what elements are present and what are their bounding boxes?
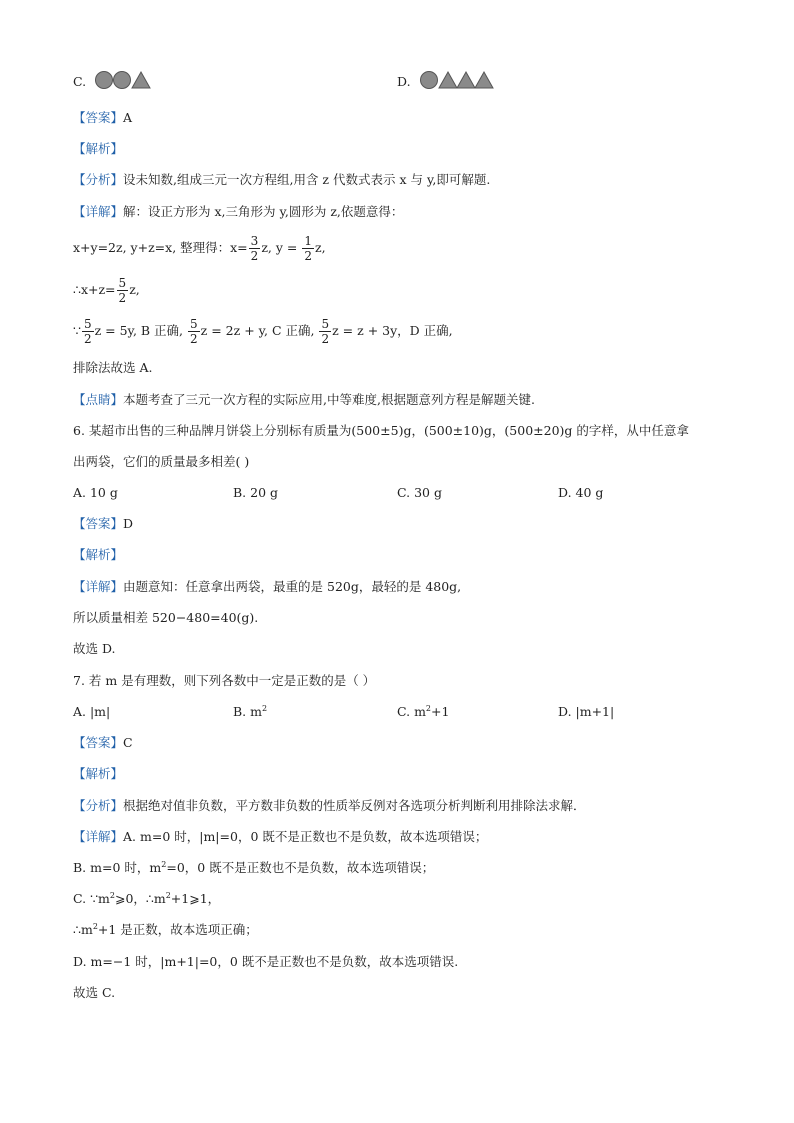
fraction: $\frac{5}{2}$ — [190, 317, 198, 346]
fraction: $\frac{1}{2}$ — [304, 234, 312, 263]
circle-icon — [96, 72, 113, 89]
fenxi-tag: 【分析】 — [73, 172, 124, 187]
option-d-shapes — [418, 69, 496, 91]
q7-conclusion: 故选 C. — [73, 985, 116, 1000]
q6-line-2: 所以质量相差 520−480=40(g). — [73, 610, 259, 625]
triangle-icon — [457, 72, 475, 88]
circle-icon — [114, 72, 131, 89]
q7-answer-line: 【答案】C — [73, 735, 133, 750]
q6-analysis-tag: 【解析】 — [73, 547, 124, 562]
option-c-label: C. — [73, 74, 87, 89]
dianjing-line — [73, 392, 535, 408]
analysis-tag: 【解析】 — [73, 141, 124, 156]
q6-stem-2: 出两袋，它们的质量最多相差( ) — [73, 454, 250, 469]
answer-tag: 【答案】 — [73, 110, 124, 125]
q7-option-b: B. $m^2$ — [233, 703, 268, 719]
triangle-icon — [439, 72, 457, 88]
q7-line-d: D. m=−1 时，|m+1|=0，0 既不是正数也不是负数，故本选项错误. — [73, 954, 459, 969]
equation-1: x+y=2z, y+z=x, 整理得：x= $\frac{3}{2}$ z, y = $\frac{1}{2}$ z, — [73, 234, 326, 263]
fenxi-line — [73, 172, 490, 188]
dianjing-tag: 【点睛】 — [73, 392, 124, 407]
q6-conclusion: 故选 D. — [73, 641, 116, 656]
fraction: $\frac{5}{2}$ — [118, 276, 127, 305]
option-d-label: D. — [397, 74, 411, 89]
q7-line-b: B. m=0 时，$m^2=0$，0 既不是正数也不是负数，故本选项错误； — [73, 859, 435, 875]
fraction: $\frac{5}{2}$ — [321, 317, 330, 346]
answer-value: A — [123, 110, 133, 125]
fraction: $\frac{3}{2}$ — [250, 234, 259, 263]
triangle-icon — [475, 72, 493, 88]
dianjing-text: 本题考查了三元一次方程的实际应用,中等难度,根据题意列方程是解题关键. — [123, 392, 535, 407]
option-c-shapes — [93, 69, 153, 91]
q7-option-c: C. $m^2+1$ — [397, 703, 450, 719]
q6-option-d: D. 40 g — [558, 485, 604, 500]
q5-conclusion: 排除法故选 A. — [73, 360, 153, 375]
q7-line-c2: $\therefore m^2+1$ 是正数，故本选项正确； — [73, 921, 258, 937]
fraction: $\frac{5}{2}$ — [83, 317, 92, 346]
q7-analysis-tag: 【解析】 — [73, 766, 124, 781]
equation-2: ∴x+z= $\frac{5}{2}$ z, — [73, 276, 140, 305]
q6-option-c: C. 30 g — [397, 485, 442, 500]
xiangjie-tag: 【详解】 — [73, 204, 124, 219]
equation-3: ∵ $\frac{5}{2}$ z = 5y, B 正确, $\frac{5}{2}$ z = 2z + y, C 正确, $\frac{5}{2}$ z = z + 3y，D 正确, — [73, 317, 453, 346]
q7-line-c: C. $\because m^2⩾0$，$\therefore m^2+1⩾1$， — [73, 890, 221, 906]
q6-answer-line: 【答案】D — [73, 516, 134, 531]
q7-fenxi-line: 【分析】根据绝对值非负数，平方数非负数的性质举反例对各选项分析判断利用排除法求解． — [73, 798, 586, 813]
q7-option-d: D. |m+1| — [558, 704, 615, 719]
q6-xiangjie-line: 【详解】由题意知：任意拿出两袋，最重的是 520g，最轻的是 480g, — [73, 579, 462, 594]
q6-option-b: B. 20 g — [233, 485, 279, 500]
q7-xiangjie-line: 【详解】A. m=0 时，|m|=0，0 既不是正数也不是负数，故本选项错误； — [73, 829, 488, 844]
q6-stem-1: 6. 某超市出售的三种品牌月饼袋上分别标有质量为(500±5)g，(500±10)g，(500±20)g 的字样，从中任意拿 — [73, 423, 689, 438]
answer-line — [73, 110, 132, 126]
xiangjie-text: 解：设正方形为 x,三角形为 y,圆形为 z,依题意得： — [123, 204, 404, 219]
q7-stem: 7. 若 m 是有理数，则下列各数中一定是正数的是（ ） — [73, 673, 376, 688]
circle-icon — [421, 72, 438, 89]
q6-option-a: A. 10 g — [73, 485, 118, 500]
triangle-icon — [132, 72, 150, 88]
fenxi-text: 设未知数,组成三元一次方程组,用含 z 代数式表示 x 与 y,即可解题. — [123, 172, 491, 187]
xiangjie-line — [73, 204, 403, 220]
q7-option-a: A. |m| — [73, 704, 111, 719]
